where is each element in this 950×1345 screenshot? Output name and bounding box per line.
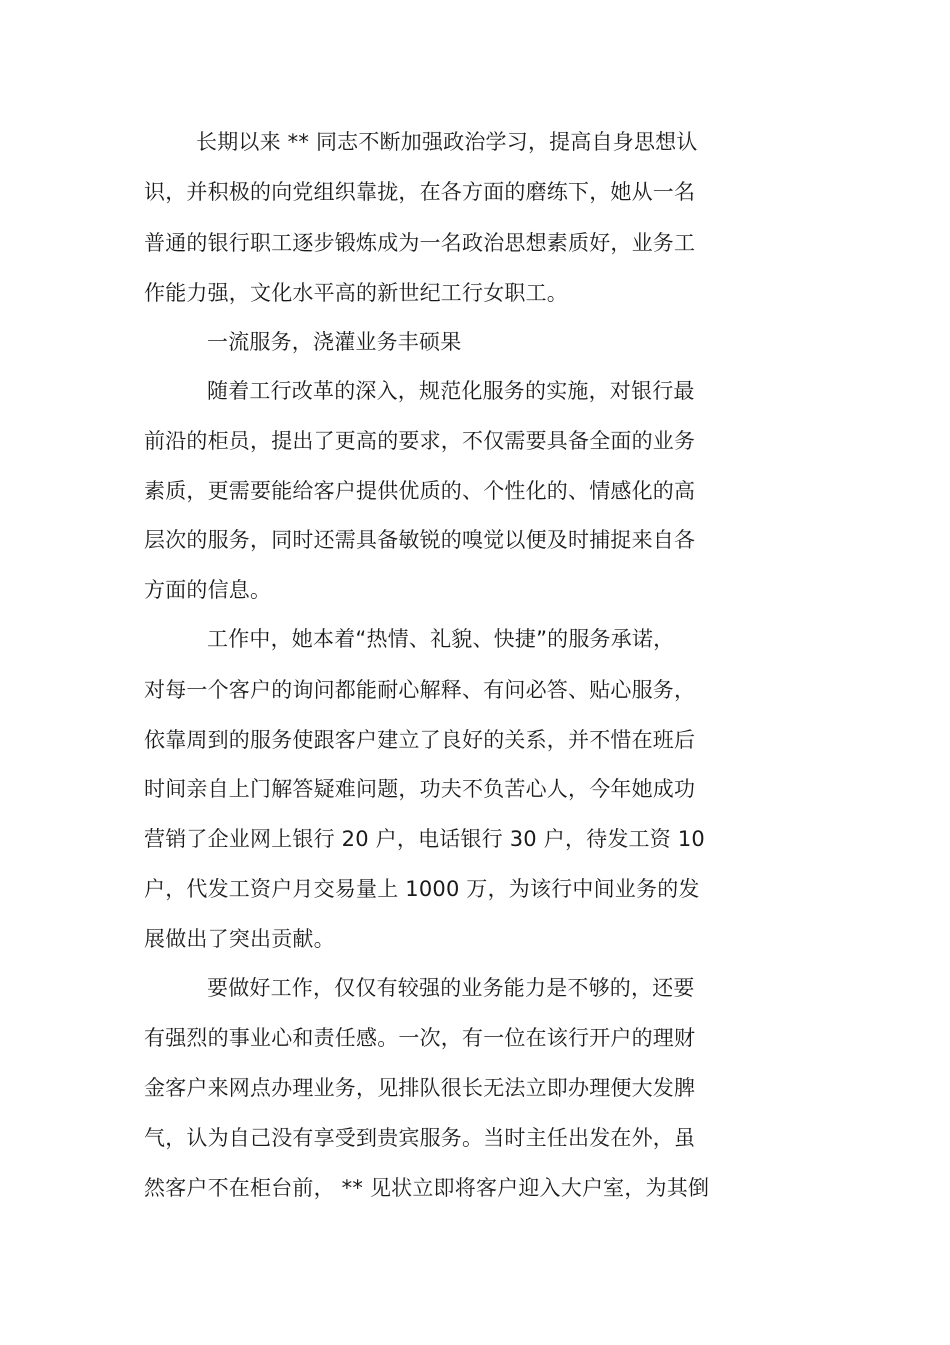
text-line: 气，认为自己没有享受到贵宾服务。当时主任出发在外，虽 (144, 1126, 696, 1150)
text-line: 时间亲自上门解答疑难问题，功夫不负苦心人，今年她成功 (144, 777, 696, 801)
text-line: 依靠周到的服务使跟客户建立了良好的关系，并不惜在班后 (144, 728, 696, 752)
text-line: 素质，更需要能给客户提供优质的、个性化的、情感化的高 (144, 479, 696, 503)
text-line: 要做好工作，仅仅有较强的业务能力是不够的，还要 (207, 976, 695, 1000)
text-line: 普通的银行职工逐步锻炼成为一名政治思想素质好，业务工 (144, 231, 696, 255)
text-line: 展做出了突出贡献。 (144, 927, 335, 951)
text-line: 金客户来网点办理业务，见排队很长无法立即办理便大发脾 (144, 1076, 696, 1100)
text-line: 层次的服务，同时还需具备敏锐的嗅觉以便及时捕捉来自各 (144, 528, 696, 552)
text-line: 识，并积极的向党组织靠拢，在各方面的磨练下，她从一名 (144, 180, 696, 204)
text-line: 工作中，她本着“热情、礼貌、快捷”的服务承诺， (207, 627, 675, 651)
text-line: 户，代发工资户月交易量上 1000 万，为该行中间业务的发 (144, 877, 700, 901)
text-line: 营销了企业网上银行 20 户，电话银行 30 户，待发工资 10 (144, 827, 705, 851)
text-line: 对每一个客户的询问都能耐心解释、有问必答、贴心服务， (144, 678, 696, 702)
section-heading: 一流服务，浇灌业务丰硕果 (207, 330, 462, 354)
text-line: 然客户不在柜台前， ** 见状立即将客户迎入大户室，为其倒 (144, 1176, 710, 1200)
text-line: 有强烈的事业心和责任感。一次，有一位在该行开户的理财 (144, 1026, 696, 1050)
text-line: 随着工行改革的深入，规范化服务的实施，对银行最 (207, 379, 695, 403)
text-line: 方面的信息。 (144, 578, 272, 602)
text-line: 作能力强，文化水平高的新世纪工行女职工。 (144, 281, 568, 305)
text-line: 前沿的柜员，提出了更高的要求，不仅需要具备全面的业务 (144, 429, 696, 453)
text-line: 长期以来 ** 同志不断加强政治学习，提高自身思想认 (196, 130, 698, 154)
